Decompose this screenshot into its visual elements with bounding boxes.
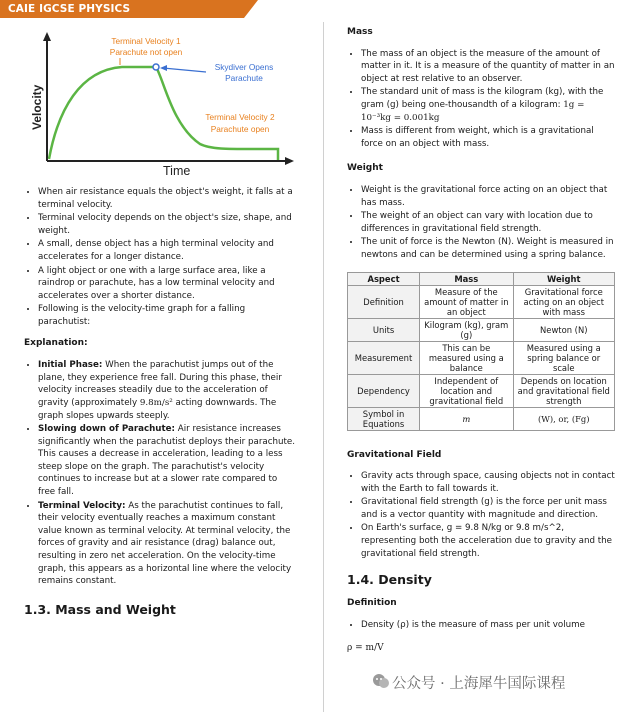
list-item <box>38 359 296 422</box>
wechat-icon <box>372 672 390 690</box>
phase3-text: As the parachutist continues to fall, their velocity eventually reaches a maximum constant value known as terminal velocity. At terminal velocity, the forces of gravity and air resistance (drag) balance out, resulting in zero net acceleration. On the velocity-time graph, this appears as a horizontal line where the velocity remains constant. <box>38 500 292 587</box>
table-cell: Gravitational force acting on an object with mass <box>513 285 614 318</box>
table-header-row <box>348 272 615 285</box>
table-row <box>348 407 615 430</box>
list-item: • The weight of an object can vary with location due to differences in gravitational field strength. <box>361 210 615 235</box>
mass-b2-math: 1g = 10⁻³kg = 0.001kg <box>361 99 585 123</box>
mass-b2-text: The standard unit of mass is the kilogram (kg), with the gram (g) being one-thousandth of a kilogram: <box>361 87 604 110</box>
parachute-open-point <box>153 64 159 70</box>
table-cell: This can be measured using a balance <box>420 341 513 374</box>
velocity-time-graph <box>0 20 300 200</box>
left-column <box>24 186 296 616</box>
mass-weight-table <box>347 272 615 431</box>
table-cell: Measure of the amount of matter in an object <box>420 285 513 318</box>
right-column <box>347 26 615 664</box>
table-header: Aspect <box>348 272 420 285</box>
mass-list <box>347 48 615 151</box>
list-item: • Gravitational field strength (g) is the force per unit mass and is a vector quantity with magnitude and direction. <box>361 496 615 521</box>
annotation-open-arrowhead <box>160 65 167 71</box>
definition-heading: Definition <box>347 597 397 608</box>
table-cell: Units <box>348 318 420 341</box>
table-row <box>348 341 615 374</box>
table-cell: m <box>420 407 513 430</box>
table-cell: Measured using a spring balance or scale <box>513 341 614 374</box>
y-axis-arrow <box>43 32 51 41</box>
y-axis-label: Velocity <box>30 84 44 130</box>
table-cell: Depends on location and gravitational field strength <box>513 374 614 407</box>
x-axis-label: Time <box>163 164 191 178</box>
table-row <box>348 374 615 407</box>
annotation-tv1-line1: Terminal Velocity 1 <box>111 36 181 46</box>
list-item: • Weight is the gravitational force acting on an object that has mass. <box>361 184 615 209</box>
phase1-text-a: When the parachutist jumps out of the plane, they experience free fall. During this phase, their velocity increases steadily due to the acceleration of gravity (approximately <box>38 360 282 408</box>
header-title: CAIE IGCSE PHYSICS <box>8 3 131 15</box>
table-row <box>348 285 615 318</box>
annotation-open-arrow <box>163 68 206 72</box>
annotation-tv2-line1: Terminal Velocity 2 <box>205 112 275 122</box>
density-list <box>347 619 615 632</box>
phase3-title: Terminal Velocity: <box>38 500 126 511</box>
table-header: Weight <box>513 272 614 285</box>
column-divider <box>323 22 324 712</box>
list-item: • When air resistance equals the object's weight, it falls at a terminal velocity. <box>38 186 296 211</box>
x-axis-arrow <box>285 157 294 165</box>
table-cell: Independent of location and gravitational field <box>420 374 513 407</box>
weight-heading: Weight <box>347 163 383 174</box>
list-item: • Following is the velocity-time graph for a falling parachutist: <box>38 303 296 328</box>
header-banner <box>0 0 258 18</box>
annotation-tv1-line2: Parachute not open <box>109 47 183 57</box>
section-heading-density: 1.4. Density <box>347 572 432 588</box>
phase2-text: Air resistance increases significantly when the parachutist deploys their parachute. This causes a decrease in acceleration, leading to a less steep slope on the graph. The parachutist's velocity continues to increase but at a slower rate compared to free fall. <box>38 424 296 498</box>
table-cell: (W), or, (Fg) <box>513 407 614 430</box>
table-cell: Kilogram (kg), gram (g) <box>420 318 513 341</box>
table-cell: Symbol in Equations <box>348 407 420 430</box>
annotation-open-line1: Skydiver Opens <box>214 62 274 72</box>
terminal-velocity-list <box>24 186 296 329</box>
annotation-tv2-line2: Parachute open <box>210 124 270 134</box>
table-cell: Dependency <box>348 374 420 407</box>
list-item: • Gravity acts through space, causing objects not in contact with the Earth to fall towards it. <box>361 470 615 495</box>
list-item: • On Earth's surface, g = 9.8 N/kg or 9.8 m/s^2, representing both the acceleration due to gravity and the gravitational field strength. <box>361 522 615 560</box>
section-heading-mass-weight: 1.3. Mass and Weight <box>24 601 176 617</box>
list-item: • Mass is different from weight, which is a gravitational force on an object with mass. <box>361 125 615 150</box>
table-header: Mass <box>420 272 513 285</box>
list-item: • The unit of force is the Newton (N). Weight is measured in newtons and can be determined using a spring balance. <box>361 236 615 261</box>
annotation-open-line2: Parachute <box>225 73 263 83</box>
list-item: • The mass of an object is the measure of the amount of matter in it. It is a measure of the quantity of matter in an object at rest relative to an observer. <box>361 48 615 86</box>
list-item <box>38 423 296 499</box>
explanation-list <box>24 359 296 588</box>
gravitational-field-list <box>347 470 615 560</box>
table-cell: Newton (N) <box>513 318 614 341</box>
table-cell: Definition <box>348 285 420 318</box>
mass-heading: Mass <box>347 27 373 37</box>
phase2-title: Slowing down of Parachute: <box>38 424 176 435</box>
table-row <box>348 318 615 341</box>
phase1-math: 9.8m/s² <box>139 397 173 408</box>
list-item: • A small, dense object has a high terminal velocity and accelerates for a longer distance. <box>38 238 296 263</box>
density-formula: ρ = m/V <box>347 643 384 654</box>
phase1-title: Initial Phase: <box>38 360 103 371</box>
explanation-heading: Explanation: <box>24 337 88 348</box>
list-item <box>361 86 615 124</box>
list-item <box>38 500 296 588</box>
gravitational-field-heading: Gravitational Field <box>347 449 442 460</box>
list-item: • Density (ρ) is the measure of mass per unit volume <box>361 619 615 632</box>
watermark-text: 公众号 · 上海犀牛国际课程 <box>392 676 566 692</box>
list-item: • A light object or one with a large surface area, like a raindrop or parachute, has a low terminal velocity and accelerates over a shorter distance. <box>38 265 296 303</box>
table-cell: Measurement <box>348 341 420 374</box>
list-item: • Terminal velocity depends on the object's size, shape, and weight. <box>38 212 296 237</box>
phase1-text-b: acting downwards. The graph slopes upwards steeply. <box>38 397 277 421</box>
weight-list <box>347 184 615 262</box>
